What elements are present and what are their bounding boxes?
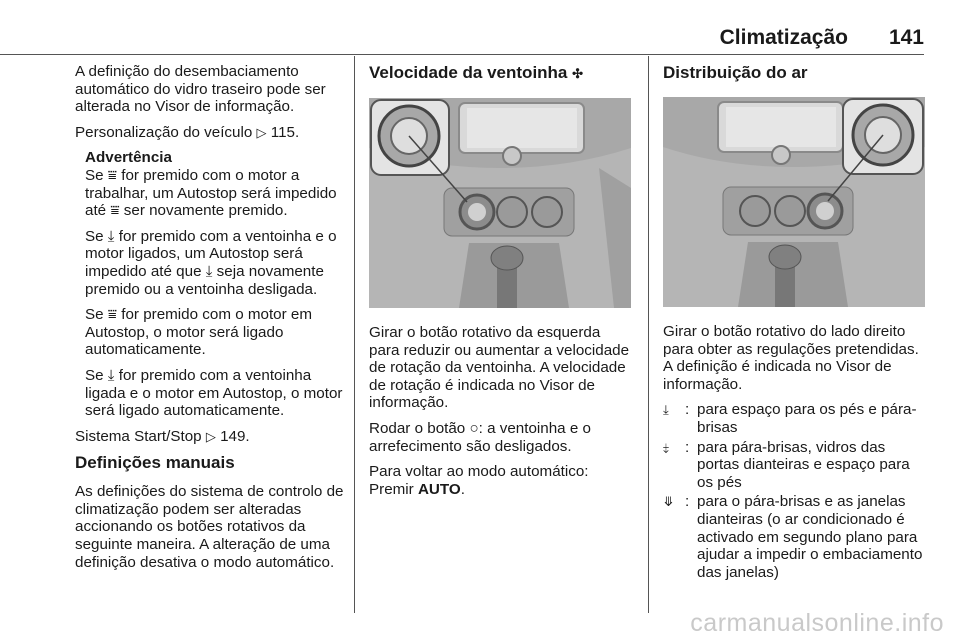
paragraph-start-stop: Sistema Start/Stop ▷ 149. — [75, 427, 250, 445]
column-middle — [369, 63, 634, 506]
dashboard-illustration-air — [663, 97, 925, 307]
page-ref-link[interactable]: 149. — [220, 427, 250, 445]
page-ref-link[interactable]: 115. — [270, 123, 300, 141]
column-divider-1 — [354, 56, 355, 613]
watermark: carmanualsonline.info — [690, 609, 944, 637]
paragraph-manual-settings: As definições do sistema de controlo de climatização podem ser alteradas accionando os botões rotativos da seguinte maneira. A alteração de uma definição desativa o modo automático. — [75, 483, 344, 571]
windscreen-icon: ⤈ — [663, 439, 669, 455]
section-heading: Velocidade da ventoinha ✣ — [369, 63, 584, 82]
note-paragraph: Se ⤓ for premido com a ventoinha e o motor ligados, um Autostop será impedido até que ⤓ seja novamente premido ou a ventoinha desligada. — [85, 227, 337, 298]
note-paragraph: Se ⩸ for premido com o motor a trabalhar, um Autostop será impedido até ⩸ ser novamente premido. — [85, 166, 337, 220]
air-distribution-list — [663, 401, 925, 581]
paragraph-fan-off: Rodar o botão ○: a ventoinha e o arrefecimento são desligados. — [369, 419, 591, 455]
paragraph-personalization: Personalização do veículo ▷ 115. — [75, 123, 300, 141]
section-heading: Distribuição do ar — [663, 63, 808, 82]
page-ref-icon: ▷ — [205, 428, 216, 444]
column-right — [663, 63, 925, 583]
windscreen-windows-icon: ⤋ — [663, 494, 674, 510]
list-item: ⤈ : para pára-brisas, vidros das portas dianteiras e espaço para os pés — [663, 438, 910, 491]
column-divider-2 — [648, 56, 649, 613]
list-item: ⤋ : para o pára-brisas e as janelas dianteiras (o ar condicionado é activado em segundo plano para ajudar a impedir o embaciamento das janelas) — [663, 493, 923, 581]
paragraph-fan-speed: Girar o botão rotativo da esquerda para reduzir ou aumentar a velocidade de rotação da ventoinha. A velocidade de rotação é indicada no Visor de informação. — [369, 324, 630, 412]
paragraph-air-distribution: Girar o botão rotativo do lado direito para obter as regulações pretendidas. A definição é indicada no Visor de informação. — [663, 323, 919, 393]
note-paragraph: Se ⤓ for premido com a ventoinha ligada e o motor em Autostop, o motor será ligado automaticamente. — [85, 366, 343, 420]
column-left — [75, 63, 347, 579]
section-heading: Definições manuais — [75, 453, 235, 473]
list-item: ⤓ : para espaço para os pés e pára-brisas — [663, 401, 917, 436]
feet-windscreen-icon: ⤓ — [663, 402, 669, 418]
page-ref-icon: ▷ — [256, 124, 267, 140]
note-title: Advertência — [85, 149, 172, 167]
paragraph-auto-mode: Para voltar ao modo automático: Premir AUTO. — [369, 463, 589, 498]
note-paragraph: Se ⩸ for premido com o motor em Autostop, o motor será ligado automaticamente. — [85, 306, 312, 359]
dashboard-drawing — [663, 97, 925, 307]
paragraph-rear-window: A definição do desembaciamento automático do vidro traseiro pode ser alterada no Visor de informação. — [75, 63, 326, 116]
fan-icon: ✣ — [572, 66, 584, 81]
page-number: 141 — [888, 26, 924, 49]
dashboard-illustration-fan — [369, 98, 631, 308]
chapter-title: Climatização — [719, 26, 848, 49]
dashboard-drawing — [369, 98, 631, 308]
header-rule — [0, 54, 924, 55]
warning-note — [85, 149, 347, 419]
auto-label: AUTO — [417, 480, 461, 498]
